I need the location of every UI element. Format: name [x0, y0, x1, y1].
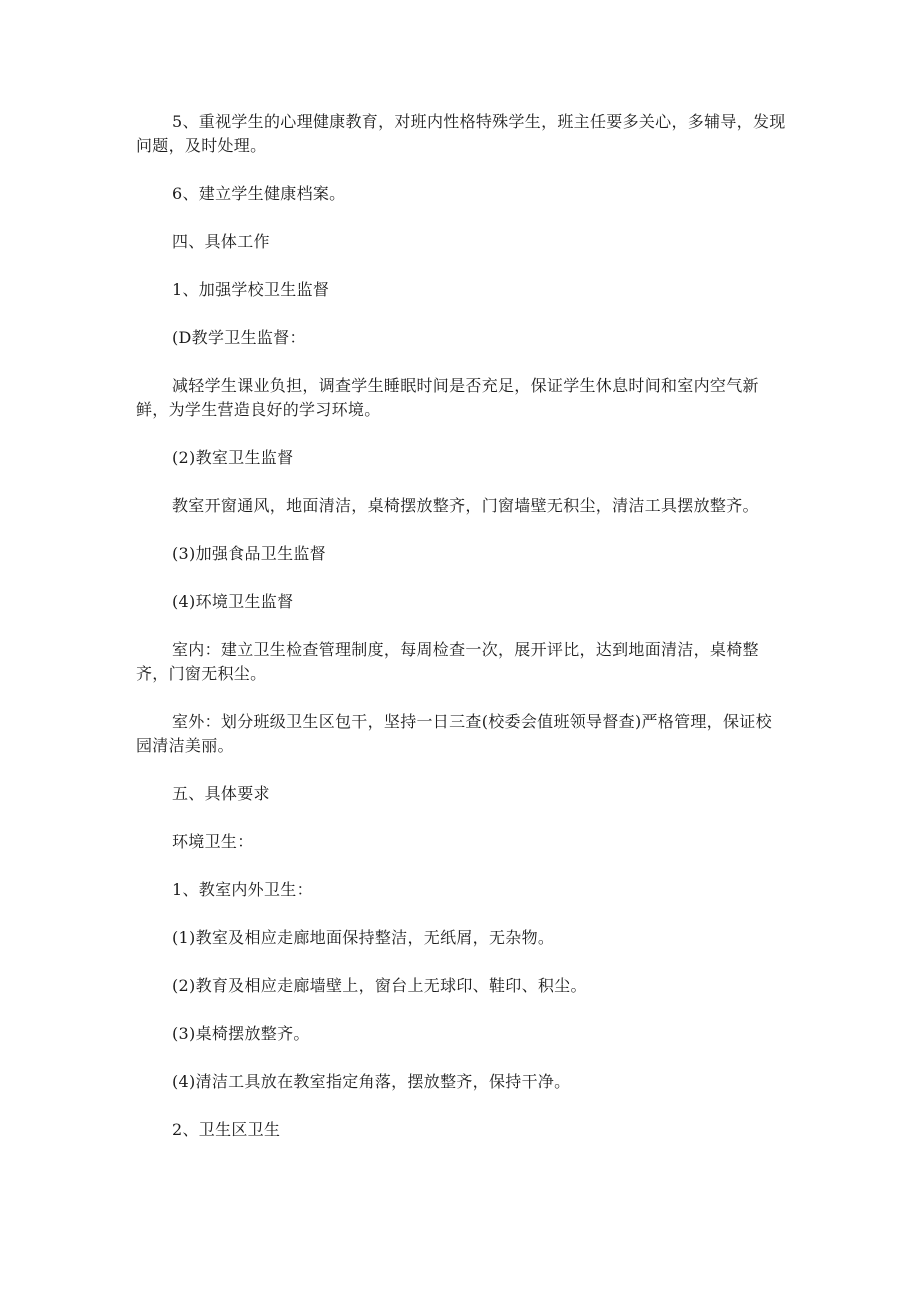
item-food-hygiene: (3)加强食品卫生监督 [172, 544, 326, 563]
section-heading-specific-work: 四、具体工作 [172, 232, 270, 251]
paragraph-health-records: 6、建立学生健康档案。 [172, 184, 346, 203]
paragraph-outdoor: 室外：划分班级卫生区包干，坚持一日三查(校委会值班领导督查)严格管理，保证校园清洁美丽。 [136, 712, 772, 755]
item-classroom-hygiene: (2)教室卫生监督 [172, 448, 294, 467]
item-environmental-hygiene: (4)环境卫生监督 [172, 592, 294, 611]
paragraph-indoor: 室内：建立卫生检查管理制度，每周检查一次，展开评比，达到地面清洁，桌椅整齐，门窗无积尘。 [136, 640, 759, 683]
paragraph-mental-health: 5、重视学生的心理健康教育，对班内性格特殊学生，班主任要多关心，多辅导，发现问题，及时处理。 [136, 112, 786, 155]
section-heading-requirements: 五、具体要求 [172, 784, 270, 803]
paragraph-reduce-burden: 减轻学生课业负担，调查学生睡眠时间是否充足，保证学生休息时间和室内空气新鲜，为学生营造良好的学习环境。 [136, 376, 759, 419]
list-item-desks-tidy: (3)桌椅摆放整齐。 [172, 1024, 310, 1043]
paragraph-classroom-ventilation: 教室开窗通风，地面清洁，桌椅摆放整齐，门窗墙壁无积尘，清洁工具摆放整齐。 [172, 496, 759, 515]
list-item-walls-clean: (2)教育及相应走廊墙壁上，窗台上无球印、鞋印、积尘。 [172, 976, 587, 995]
subheading-hygiene-area: 2、卫生区卫生 [172, 1120, 281, 1139]
subheading-school-hygiene-supervision: 1、加强学校卫生监督 [172, 280, 330, 299]
subheading-environmental-hygiene: 环境卫生： [172, 832, 254, 851]
subheading-classroom-inside-outside: 1、教室内外卫生： [172, 880, 313, 899]
item-teaching-hygiene: (D教学卫生监督： [172, 328, 306, 347]
list-item-cleaning-tools: (4)清洁工具放在教室指定角落，摆放整齐，保持干净。 [172, 1072, 571, 1091]
list-item-floor-clean: (1)教室及相应走廊地面保持整洁，无纸屑，无杂物。 [172, 928, 555, 947]
